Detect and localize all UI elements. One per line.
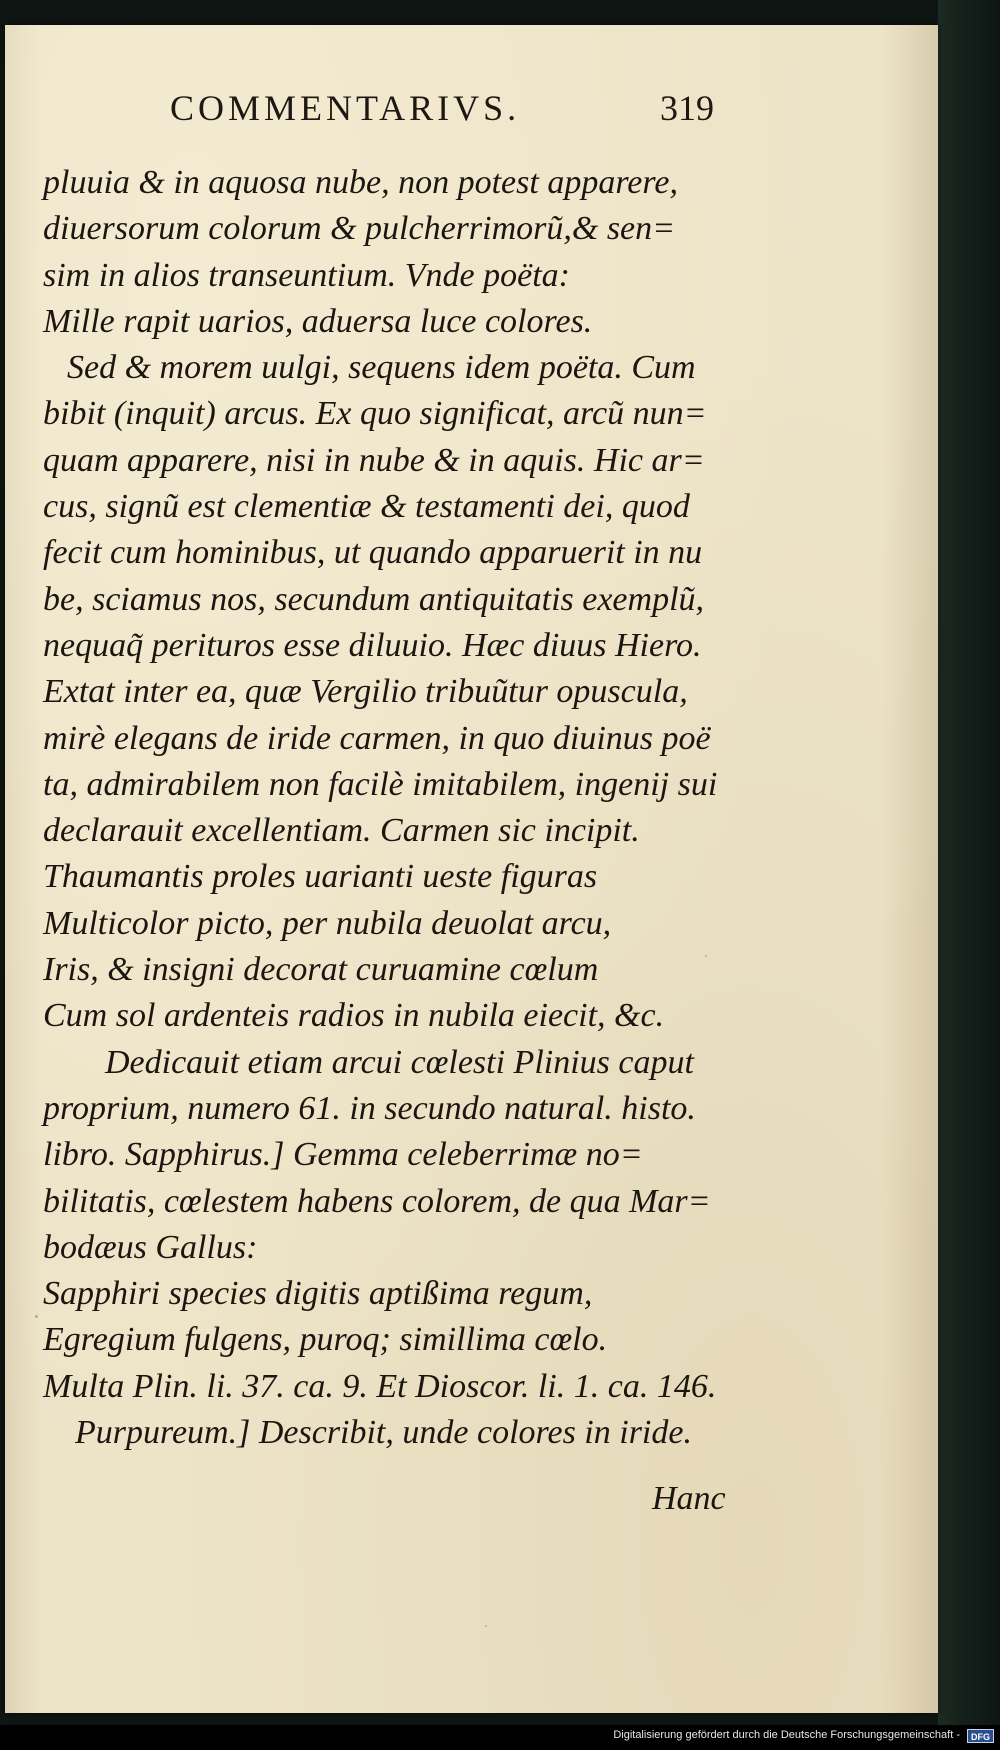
funding-credit: Digitalisierung gefördert durch die Deutsche Forschungsgemeinschaft - <box>613 1729 960 1741</box>
text-line: Mille rapit uarios, aduersa luce colores. <box>43 302 593 340</box>
book-page <box>5 25 938 1713</box>
text-line: pluuia & in aquosa nube, non potest apparere, <box>43 164 678 201</box>
page-number: 319 <box>660 88 714 128</box>
binding-board <box>938 0 1000 1750</box>
text-line: libro. Sapphirus.] Gemma celeberrimæ no= <box>43 1136 643 1174</box>
text-line: bodæus Gallus: <box>43 1228 258 1266</box>
text-line: Extat inter ea, quæ Vergilio tribuũtur opuscula, <box>43 673 688 711</box>
text-line: Sapphiri species digitis aptißima regum, <box>43 1275 593 1313</box>
running-head <box>5 87 938 137</box>
text-line: diuersorum colorum & pulcherrimorũ,& sen= <box>43 210 676 248</box>
text-line: quam apparere, nisi in nube & in aquis. Hic ar= <box>43 441 705 479</box>
paper-speck <box>485 1625 487 1627</box>
catchword: Hanc <box>652 1480 726 1517</box>
paper-speck <box>35 1315 38 1318</box>
text-line: proprium, numero 61. in secundo natural. histo. <box>43 1089 696 1127</box>
text-line: sim in alios transeuntium. Vnde poëta: <box>43 256 570 294</box>
text-line: Sed & morem uulgi, sequens idem poëta. Cum <box>67 349 696 387</box>
text-line: Egregium fulgens, puroq; simillima cœlo. <box>43 1321 608 1359</box>
text-line: cus, signũ est clementiæ & testamenti dei, quod <box>43 488 690 526</box>
dfg-logo-icon: DFG <box>967 1729 994 1743</box>
text-line: fecit cum hominibus, ut quando apparuerit in nu <box>43 534 703 572</box>
text-line: ta, admirabilem non facilè imitabilem, ingenij sui <box>43 765 718 803</box>
running-head-title: COMMENTARIVS. <box>170 88 521 128</box>
text-line: Thaumantis proles uarianti ueste figuras <box>43 858 598 896</box>
text-line: Dedicauit etiam arcui cœlesti Plinius caput <box>105 1043 694 1081</box>
text-line: Purpureum.] Describit, unde colores in iride. <box>75 1414 692 1452</box>
text-line: bibit (inquit) arcus. Ex quo significat, arcũ nun= <box>43 395 707 433</box>
text-line: Cum sol ardenteis radios in nubila eiecit, &c. <box>43 997 665 1035</box>
paper-speck <box>705 955 707 957</box>
text-line: mirè elegans de iride carmen, in quo diuinus poë <box>43 719 711 757</box>
text-line: be, sciamus nos, secundum antiquitatis exemplũ, <box>43 580 705 618</box>
body-text <box>43 160 733 1456</box>
text-line: Iris, & insigni decorat curuamine cœlum <box>43 951 599 989</box>
text-line: nequaq̃ perituros esse diluuio. Hæc diuus Hiero. <box>43 626 702 664</box>
text-line: Multicolor picto, per nubila deuolat arcu, <box>43 904 612 942</box>
text-line: bilitatis, cœlestem habens colorem, de qua Mar= <box>43 1182 711 1220</box>
text-line: Multa Plin. li. 37. ca. 9. Et Dioscor. li. 1. ca. 146. <box>43 1367 717 1405</box>
text-line: declarauit excellentiam. Carmen sic incipit. <box>43 812 640 850</box>
